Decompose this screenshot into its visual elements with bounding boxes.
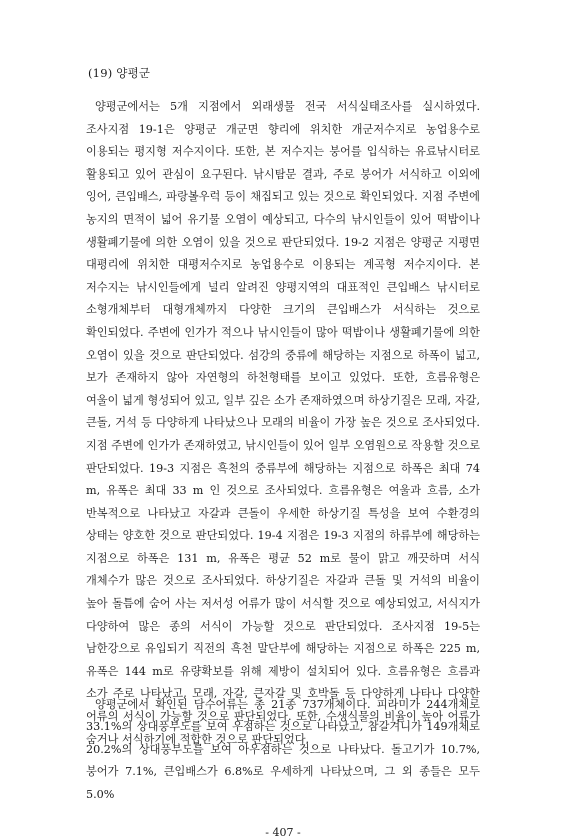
section-heading: (19) 양평군 xyxy=(88,66,151,80)
page-number: - 407 - xyxy=(265,826,301,839)
body-paragraph-fish-results: 양평군에서 확인된 담수어류는 총 21종 737개체이다. 피라미가 244개체로 33.1%의 상대풍부도를 보여 우점하는 것으로 나타났고, 참갈겨니가 149개체로 20.2%의 상대풍부도를 보여 아우점하는 것으로 나타났다. 돌고기가 10.7%, 붕어가 7.1%, 큰입배스가 6.8%로 우세하게 나타났으며, 그 외 종들은 모두 5.0% xyxy=(86,698,480,801)
body-paragraph-survey-sites: 양평군에서는 5개 지점에서 외래생물 전국 서식실태조사를 실시하였다. 조사지점 19-1은 양평군 개군면 향리에 위치한 개군저수지로 농업용수로 이용되는 평지형 저수지이다. 또한, 본 저수지는 붕어를 입식하는 유료낚시터로 활용되고 있어 관심이 요구된다. 낚시탐문 결과, 주로 붕어가 서식하고 이외에 잉어, 큰입배스, 파랑볼우럭 등이 채집되고 있는 것으로 확인되었다. 지점 주변에 농지의 면적이 넓어 유기물 오염이 예상되고, 다수의 낚시인들이 있어 떡밥이나 생활폐기물에 의한 오염이 있을 것으로 판단되었다. 19-2 지점은 양평군 지평면 대평리에 위치한 대평저수지로 농업용수로 이용되는 계곡형 저수지이다. 본 저수지는 낚시인들에게 널리 알려진 양평지역의 대표적인 큰입배스 낚시터로 소형개체부터 대형개체까지 다양한 크기의 큰입배스가 서식하는 것으로 확인되었다. 주변에 인가가 적으나 낚시인들이 많아 떡밥이나 생활폐기물에 의한 오염이 있을 것으로 판단되었다. 섬강의 중류에 해당하는 지점으로 하폭이 넓고, 보가 존재하지 않아 자연형의 하천형태를 보이고 있었다. 또한, 흐름유형은 여울이 넓게 형성되어 있고, 일부 깊은 소가 존재하였으며 하상기질은 모래, 자갈, 큰돌, 거석 등 다양하게 나타났으나 모래의 비율이 가장 높은 것으로 조사되었다. 지점 주변에 인가가 존재하였고, 낚시인들이 있어 일부 오염원으로 작용할 것으로 판단되었다. 19-3 지점은 흑천의 중류부에 해당하는 지점으로 하폭은 최대 74 m, 유폭은 최대 33 m 인 것으로 조사되었다. 흐름유형은 여울과 흐름, 소가 반복적으로 나타났고 자갈과 큰돌이 우세한 하상기질 특성을 보여 수환경의 상태는 양호한 것으로 판단되었다. 19-4 지점은 19-3 지점의 하류부에 해당하는 지점으로 하폭은 131 m, 유폭은 평균 52 m로 물이 맑고 깨끗하며 서식 개체수가 많은 것으로 조사되었다. 하상기질은 자갈과 큰돌 및 거석의 비율이 높아 돌틈에 숨어 사는 저서성 어류가 많이 서식할 것으로 예상되었고, 서식지가 다양하여 많은 종의 서식이 가능할 것으로 판단되었다. 조사지점 19-5는 남한강으로 유입되기 직전의 흑천 말단부에 해당하는 지점으로 하폭은 225 m, 유폭은 144 m로 유량확보를 위해 제방이 설치되어 있다. 흐름유형은 흐름과 소가 주로 나타났고, 모래, 자갈, 큰자갈 및 호박돌 등 다양하게 나타나 다양한 어류의 서식이 가능할 것으로 판단되었다. 또한, 수생식물의 비율이 높아 어류가 숨거나 서식하기에 적합한 것으로 판단되었다. xyxy=(86,100,480,746)
